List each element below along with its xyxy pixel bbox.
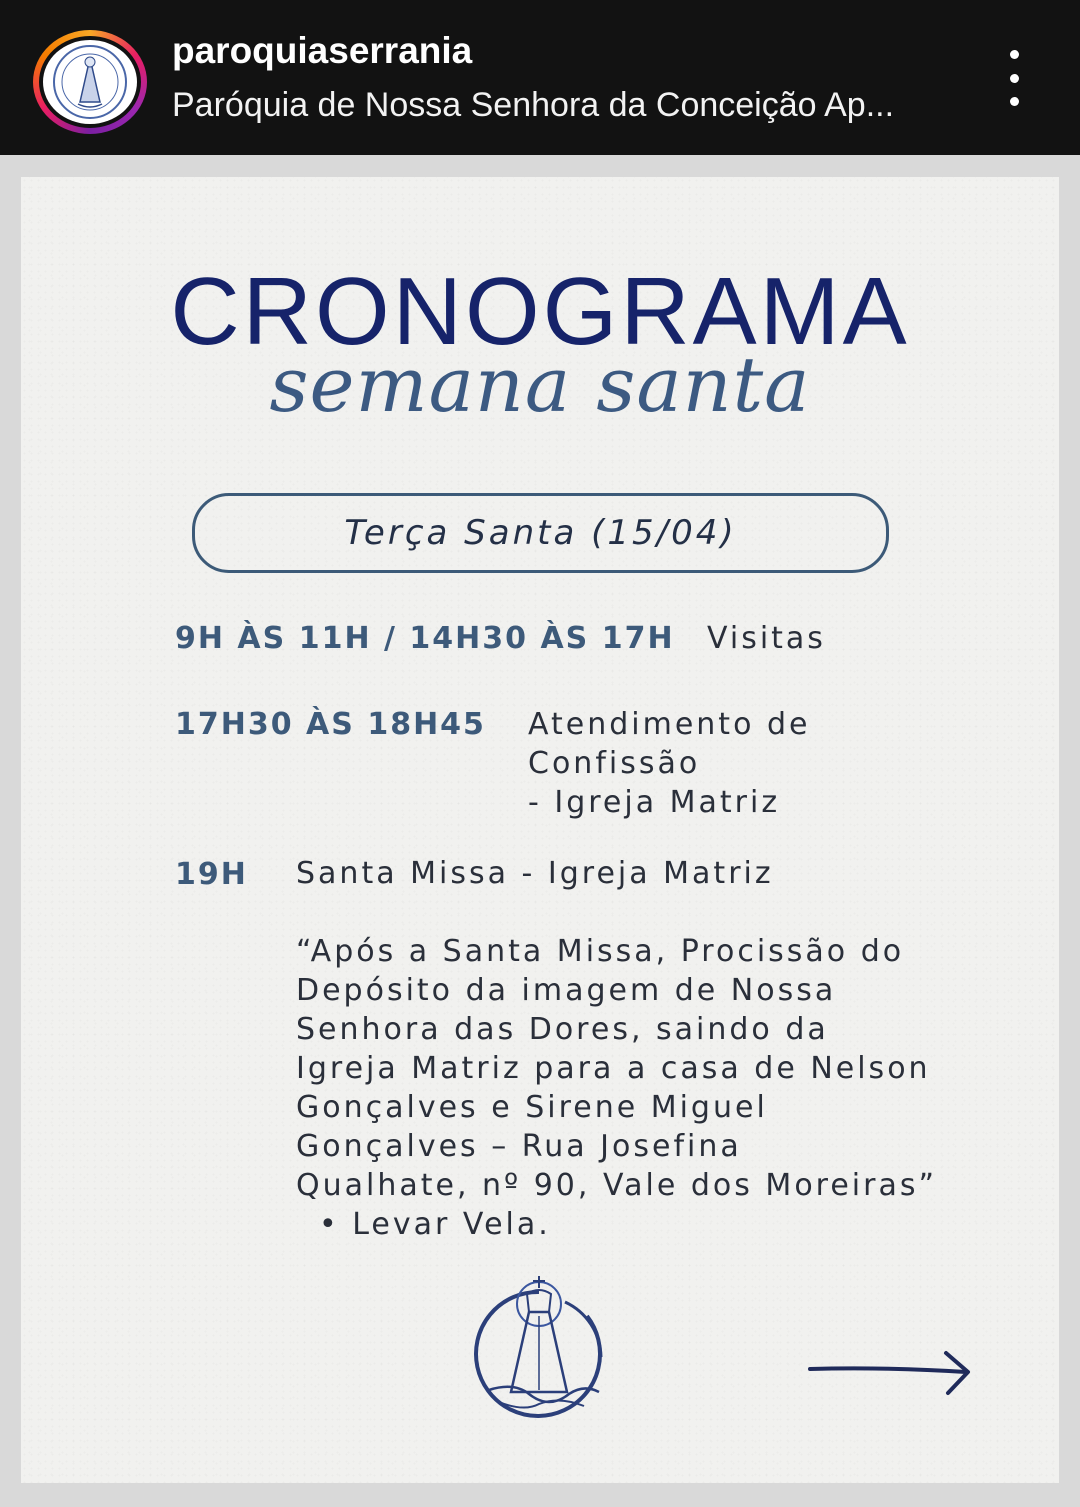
account-username[interactable]: paroquiaserrania bbox=[172, 30, 473, 71]
next-arrow-icon[interactable] bbox=[806, 1347, 976, 1397]
day-label-pill bbox=[192, 493, 889, 573]
schedule-time: 17H30 ÀS 18H45 bbox=[175, 707, 486, 742]
schedule-time: 19H bbox=[175, 857, 248, 892]
account-subtitle[interactable]: Paróquia de Nossa Senhora da Conceição Ap... bbox=[172, 86, 895, 124]
more-options-icon[interactable] bbox=[995, 50, 1033, 106]
parish-emblem-icon bbox=[469, 1272, 609, 1427]
post-image[interactable] bbox=[21, 177, 1059, 1483]
poster-script-title: semana santa bbox=[269, 340, 811, 429]
schedule-description: Santa Missa - Igreja Matriz bbox=[296, 856, 774, 891]
profile-avatar[interactable] bbox=[33, 30, 147, 134]
schedule-description: Atendimento de Confissão - Igreja Matriz bbox=[528, 707, 811, 820]
parish-logo-avatar bbox=[43, 40, 137, 124]
bullet-item: • Levar Vela. bbox=[319, 1207, 551, 1242]
procession-note: “Após a Santa Missa, Procissão do Depósito da imagem de Nossa Senhora das Dores, saindo da Igreja Matriz para a casa de Nelson Gonçalves e Sirene Miguel Gonçalves – Rua Josefina Qualhate, nº 90, Vale dos Moreiras” bbox=[296, 934, 938, 1203]
day-label: Terça Santa (15/04) bbox=[344, 513, 737, 553]
post-header bbox=[0, 0, 1080, 155]
poster-title: CRONOGRAMA bbox=[170, 258, 910, 365]
schedule-time: 9H ÀS 11H / 14H30 ÀS 17H bbox=[175, 621, 675, 656]
schedule-description: Visitas bbox=[707, 621, 826, 656]
